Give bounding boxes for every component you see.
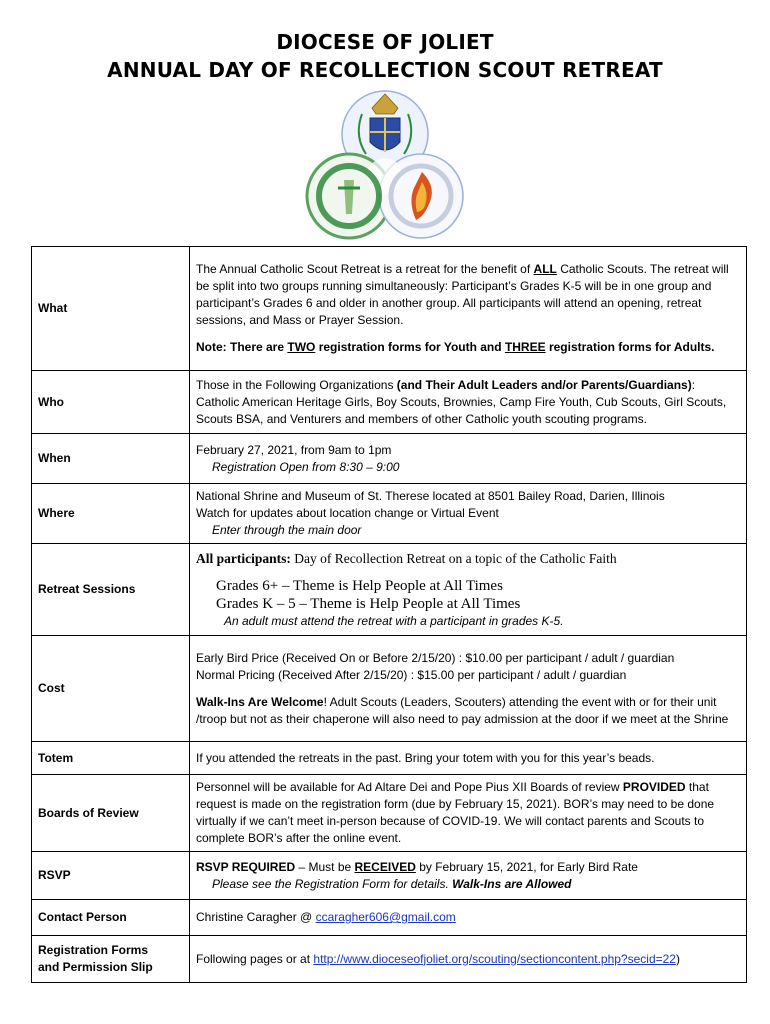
forms-url-link[interactable]: http://www.dioceseofjoliet.org/scouting/sectioncontent.php?secid=22 [313,951,676,966]
retreat-info-table [31,246,747,983]
label-cost: Cost [32,636,190,742]
label-when: When [32,434,190,484]
forms-text: Following pages or at [196,951,314,966]
value-rsvp [190,852,747,900]
sessions-grade-k5: Grades K – 5 – Theme is Help People at All Times [216,595,521,612]
label-rsvp: RSVP [32,852,190,900]
rsvp-details [196,876,741,893]
where-updates: Watch for updates about location change or Virtual Event [196,506,499,520]
row-boards-of-review [32,775,747,852]
label-retreat-sessions: Retreat Sessions [32,544,190,636]
document-title-line2: ANNUAL DAY OF RECOLLECTION SCOUT RETREAT [107,58,663,82]
bor-provided: PROVIDED [622,780,686,794]
rsvp-required [196,859,741,876]
what-text-a: The Annual Catholic Scout Retreat is a retreat for the benefit of [196,262,534,276]
rsvp-mid: – Must be [295,859,355,874]
label-totem: Totem [32,742,190,775]
rsvp-walk-ins: Walk-Ins are Allowed [452,876,572,891]
value-what [190,247,747,371]
row-when [32,434,747,484]
value-registration-forms [190,936,747,983]
label-who: Who [32,371,190,434]
sessions-all-rest: Day of Recollection Retreat on a topic of the Catholic Faith [290,550,617,566]
forms-end: ) [675,951,680,966]
when-registration-time: Registration Open from 8:30 – 9:00 [212,459,400,474]
value-when [190,434,747,484]
value-retreat-sessions [190,544,747,636]
bor-text-a: Personnel will be available for Ad Altare Dei and Pope Pius XII Boards of review [196,780,623,794]
when-date: February 27, 2021, from 9am to 1pm [196,442,392,457]
rsvp-received: RECEIVED [354,859,416,874]
note-text-a: Note: There are [196,340,288,354]
sessions-all-bold: All participants: [196,550,291,566]
what-all-emphasis: ALL [533,262,557,276]
scouting-emblem-logo [304,84,466,248]
label-contact-person: Contact Person [32,900,190,936]
rsvp-req-bold: RSVP REQUIRED [196,859,296,874]
contact-email-link[interactable]: ccaragher606@gmail.com [315,910,456,924]
where-address: National Shrine and Museum of St. Therese located at 8501 Bailey Road, Darien, Illinois [196,489,665,503]
cost-walk-ins [196,694,741,728]
value-boards-of-review [190,775,747,852]
sessions-adult-note: An adult must attend the retreat with a participant in grades K-5. [224,613,564,628]
note-three: THREE [504,340,546,354]
walk-ins-bold: Walk-Ins Are Welcome [196,694,324,709]
what-text-b: Catholic Scouts. The retreat will be split into two groups running simultaneously: Participant’s Grades K-5 will be in one group and participant’s Grades 6 and older in another group. All participants will attend an opening, retreat sessions, and Mass or Prayer Session. [196,262,729,327]
what-paragraph [196,261,741,329]
cost-normal: Normal Pricing (Received After 2/15/20) : $15.00 per participant / adult / guardian [196,667,627,682]
row-where [32,484,747,544]
row-contact-person [32,900,747,936]
value-where [190,484,747,544]
row-who [32,371,747,434]
value-cost [190,636,747,742]
cost-early-bird: Early Bird Price (Received On or Before 2/15/20) : $10.00 per participant / adult / guardian [196,650,675,665]
forms-label-line2: and Permission Slip [38,960,153,974]
row-retreat-sessions [32,544,747,636]
forms-label-line1: Registration Forms [38,943,149,957]
walk-ins-rest: ! Adult Scouts (Leaders, Scouters) attending the event with or for their unit /troop but not as their chaperone will also need to pay admission at the door if we meet at the Shrine [196,694,729,726]
row-registration-forms [32,936,747,983]
rsvp-details-text: Please see the Registration Form for details. [212,876,453,891]
label-what: What [32,247,190,371]
note-two: TWO [287,340,316,354]
row-rsvp [32,852,747,900]
row-what [32,247,747,371]
row-totem [32,742,747,775]
value-totem: If you attended the retreats in the past. Bring your totem with you for this year’s beads. [190,742,747,775]
document-title-line1: DIOCESE OF JOLIET [276,30,494,54]
row-cost [32,636,747,742]
contact-name: Christine Caragher @ [196,910,316,924]
bor-text-b: that request is made on the registration form (due by February 15, 2021). BOR’s may need to be done virtually if we can’t meet in-person because of COVID-19. We will contact parents and Scouts to complete BOR’s after the online event. [196,780,715,845]
who-bold: (and Their Adult Leaders and/or Parents/Guardians) [396,377,692,392]
value-who [190,371,747,434]
rsvp-end: by February 15, 2021, for Early Bird Rate [415,859,638,874]
label-where: Where [32,484,190,544]
who-text-a: Those in the Following Organizations [196,377,397,392]
who-text-c: : Catholic American Heritage Girls, Boy Scouts, Brownies, Camp Fire Youth, Cub Scouts, Girl Scouts, Scouts BSA, and Venturers and members of other Catholic youth scouting programs. [196,377,727,426]
what-note [196,339,741,356]
value-contact-person [190,900,747,936]
note-text-c: registration forms for Adults. [545,340,715,354]
where-entrance: Enter through the main door [212,523,362,537]
sessions-grade-6plus: Grades 6+ – Theme is Help People at All Times [216,577,503,594]
label-registration-forms [32,936,190,983]
label-boards-of-review: Boards of Review [32,775,190,852]
sessions-all-participants [196,550,741,567]
note-text-b: registration forms for Youth and [315,340,505,354]
